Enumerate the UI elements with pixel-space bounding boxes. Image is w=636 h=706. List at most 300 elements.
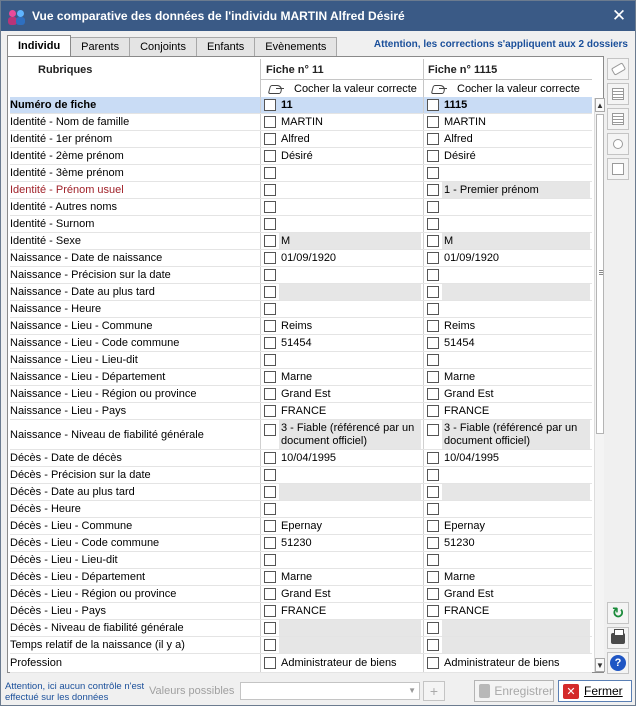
select-value-checkbox[interactable]	[264, 657, 276, 669]
fiche-1-cell	[260, 484, 423, 500]
select-value-checkbox[interactable]	[264, 218, 276, 230]
fiche-2-cell	[423, 182, 592, 198]
fiche-2-value[interactable]: Reims	[444, 319, 476, 332]
select-value-checkbox[interactable]	[264, 235, 276, 247]
refresh-button[interactable]	[607, 602, 629, 624]
help-button[interactable]	[607, 652, 629, 674]
select-value-checkbox[interactable]	[264, 452, 276, 464]
fiche-2-value[interactable]: 1 - Premier prénom	[442, 182, 590, 198]
fiche-2-value[interactable]	[442, 552, 590, 568]
fiche-2-value[interactable]	[442, 501, 590, 517]
fiche-2-value[interactable]	[442, 484, 590, 500]
fiche-1-value[interactable]	[279, 352, 421, 368]
fiche-2-cell	[423, 420, 592, 449]
fiche-1-cell	[260, 637, 423, 653]
fiche-1-value[interactable]: 3 - Fiable (référencé par un document officiel)	[279, 420, 421, 449]
fiche-1-cell	[260, 386, 423, 402]
save-button[interactable]	[474, 680, 554, 702]
fiche-2-cell	[423, 603, 592, 619]
fiche-2-value[interactable]: 3 - Fiable (référencé par un document officiel)	[442, 420, 590, 449]
fiche-2-value[interactable]: 51454	[444, 336, 475, 349]
select-value-checkbox[interactable]	[427, 503, 439, 515]
fiche-1-value[interactable]: Marne	[281, 370, 313, 383]
tool-column	[607, 58, 631, 183]
select-value-checkbox[interactable]	[264, 622, 276, 634]
select-value-checkbox[interactable]	[427, 388, 439, 400]
fiche-2-value[interactable]	[442, 637, 590, 653]
select-value-checkbox[interactable]	[427, 554, 439, 566]
tab-0[interactable]: Individu	[7, 35, 71, 56]
header-rubriques: Rubriques	[38, 64, 93, 76]
row-label: Décès - Lieu - Pays	[10, 605, 106, 617]
table-row	[10, 518, 592, 535]
table-row	[10, 165, 592, 182]
fiche-2-cell	[423, 352, 592, 368]
select-value-checkbox[interactable]	[427, 639, 439, 651]
select-value-checkbox[interactable]	[427, 371, 439, 383]
fiche-1-value[interactable]: Grand Est	[281, 387, 331, 400]
fiche-2-value[interactable]: FRANCE	[444, 404, 490, 417]
footer-warning: Attention, ici aucun contrôle n'est effectué sur les données	[5, 681, 145, 703]
select-value-checkbox[interactable]	[264, 167, 276, 179]
values-possible-select[interactable]	[240, 682, 420, 700]
select-value-checkbox[interactable]	[427, 337, 439, 349]
select-value-checkbox[interactable]	[264, 337, 276, 349]
fiche-1-cell	[260, 535, 423, 551]
scroll-up-icon[interactable]: ▲	[595, 98, 605, 112]
select-value-checkbox[interactable]	[264, 424, 276, 436]
grid-header	[10, 59, 592, 97]
fiche-2-cell	[423, 450, 592, 466]
select-value-checkbox[interactable]	[264, 184, 276, 196]
fiche-2-value[interactable]: Marne	[444, 570, 476, 583]
print-icon	[611, 633, 625, 644]
fiche-2-value[interactable]	[442, 284, 590, 300]
fiche-2-value[interactable]	[442, 267, 590, 283]
select-value-checkbox[interactable]	[427, 452, 439, 464]
fiche-2-value[interactable]: Marne	[444, 370, 476, 383]
select-value-checkbox[interactable]	[264, 537, 276, 549]
row-label: Identité - 1er prénom	[10, 133, 113, 145]
fiche-1-cell	[260, 335, 423, 351]
select-value-checkbox[interactable]	[264, 354, 276, 366]
select-value-checkbox[interactable]	[427, 184, 439, 196]
row-label: Décès - Lieu - Région ou province	[10, 588, 177, 600]
fiche-1-cell	[260, 318, 423, 334]
fiche-2-cell	[423, 552, 592, 568]
table-row	[10, 250, 592, 267]
fiche-2-cell	[423, 233, 592, 249]
fiche-1-value[interactable]: 51230	[281, 536, 312, 549]
row-label: Naissance - Lieu - Département	[10, 371, 166, 383]
select-value-checkbox[interactable]	[427, 320, 439, 332]
fiche-1-value[interactable]	[279, 637, 421, 653]
table-row	[10, 284, 592, 301]
fiche-1-cell	[260, 165, 423, 181]
fiche-1-value[interactable]	[279, 199, 421, 215]
select-value-checkbox[interactable]	[427, 303, 439, 315]
fiche-2-value[interactable]: Administrateur de biens	[444, 656, 560, 669]
fiche-1-cell	[260, 216, 423, 232]
fiche-1-cell	[260, 620, 423, 636]
select-value-checkbox[interactable]	[427, 520, 439, 532]
fiche-1-cell	[260, 569, 423, 585]
pointing-hand-icon	[431, 84, 447, 95]
select-value-checkbox[interactable]	[427, 622, 439, 634]
select-value-checkbox[interactable]	[427, 657, 439, 669]
select-value-checkbox[interactable]	[264, 133, 276, 145]
select-value-checkbox[interactable]	[264, 286, 276, 298]
cocher-label: Cocher la valeur correcte	[294, 83, 417, 95]
select-value-checkbox[interactable]	[427, 99, 439, 111]
select-value-checkbox[interactable]	[427, 116, 439, 128]
fiche-2-cell	[423, 518, 592, 534]
table-row	[10, 131, 592, 148]
fiche-2-value[interactable]: M	[442, 233, 590, 249]
row-label: Identité - Nom de famille	[10, 116, 130, 128]
table-row	[10, 216, 592, 233]
select-value-checkbox[interactable]	[264, 639, 276, 651]
table-row	[10, 267, 592, 284]
fiche-2-cell	[423, 467, 592, 483]
fiche-2-cell	[423, 501, 592, 517]
fiche-2-value[interactable]: 1115	[444, 98, 468, 111]
fiche-2-value[interactable]	[442, 301, 590, 317]
fiche-2-value[interactable]: Grand Est	[444, 387, 494, 400]
fiche-2-cell	[423, 318, 592, 334]
print-button[interactable]	[607, 627, 629, 649]
list-button[interactable]	[607, 108, 629, 130]
eraser-icon	[610, 62, 625, 75]
row-label: Naissance - Niveau de fiabilité générale	[10, 428, 204, 441]
select-value-checkbox[interactable]	[264, 99, 276, 111]
grid-icon	[612, 88, 624, 100]
select-value-checkbox[interactable]	[427, 571, 439, 583]
tab-2[interactable]: Conjoints	[129, 37, 197, 56]
fiche-1-cell	[260, 467, 423, 483]
table-row	[10, 620, 592, 637]
compare-button[interactable]	[607, 158, 629, 180]
fiche-1-value[interactable]: Epernay	[281, 519, 322, 532]
select-value-checkbox[interactable]	[264, 116, 276, 128]
fiche-1-value[interactable]: 11	[281, 98, 293, 111]
comparison-grid	[7, 56, 604, 673]
select-value-checkbox[interactable]	[427, 150, 439, 162]
fiche-2-value[interactable]: Alfred	[444, 132, 473, 145]
eraser-button[interactable]	[607, 58, 629, 80]
fiche-1-value[interactable]: 51454	[281, 336, 312, 349]
fiche-1-value[interactable]	[279, 467, 421, 483]
zoom-page-icon	[613, 139, 623, 149]
fiche-2-cell	[423, 131, 592, 147]
select-value-checkbox[interactable]	[427, 167, 439, 179]
select-value-checkbox[interactable]	[264, 588, 276, 600]
fiche-2-value[interactable]	[442, 352, 590, 368]
select-value-checkbox[interactable]	[427, 588, 439, 600]
select-value-checkbox[interactable]	[427, 424, 439, 436]
table-row	[10, 233, 592, 250]
fiche-2-cell	[423, 484, 592, 500]
fiche-2-value[interactable]: 10/04/1995	[444, 451, 500, 464]
select-value-checkbox[interactable]	[264, 320, 276, 332]
fiche-2-value[interactable]: Désiré	[444, 149, 476, 162]
row-label: Décès - Lieu - Lieu-dit	[10, 554, 118, 566]
table-row	[10, 420, 592, 450]
row-label: Identité - Sexe	[10, 235, 81, 247]
select-value-checkbox[interactable]	[427, 133, 439, 145]
row-label: Décès - Date de décès	[10, 452, 122, 464]
fiche-1-value[interactable]: 10/04/1995	[281, 451, 337, 464]
fiche-1-value[interactable]	[279, 620, 421, 636]
table-row	[10, 318, 592, 335]
fiche-1-value[interactable]	[279, 301, 421, 317]
fiche-2-cell	[423, 267, 592, 283]
fiche-1-cell	[260, 148, 423, 164]
fiche-1-value[interactable]	[279, 267, 421, 283]
select-value-checkbox[interactable]	[427, 486, 439, 498]
fiche-2-value[interactable]: Grand Est	[444, 587, 494, 600]
fiche-1-value[interactable]: Alfred	[281, 132, 310, 145]
select-value-checkbox[interactable]	[427, 286, 439, 298]
fiche-1-cell	[260, 654, 423, 672]
select-value-checkbox[interactable]	[427, 218, 439, 230]
fiche-1-value[interactable]	[279, 284, 421, 300]
select-value-checkbox[interactable]	[427, 269, 439, 281]
fiche-1-cell	[260, 114, 423, 130]
cocher-fiche-1[interactable]	[268, 81, 417, 97]
row-label: Naissance - Lieu - Commune	[10, 320, 153, 332]
row-label: Identité - Prénom usuel	[10, 184, 124, 196]
table-row	[10, 301, 592, 318]
grid-scrollbar[interactable]	[594, 98, 604, 672]
row-label: Décès - Lieu - Département	[10, 571, 146, 583]
fiche-1-value[interactable]	[279, 484, 421, 500]
row-label: Décès - Lieu - Code commune	[10, 537, 160, 549]
select-value-checkbox[interactable]	[264, 388, 276, 400]
row-label: Naissance - Date au plus tard	[10, 286, 155, 298]
fiche-1-cell	[260, 586, 423, 602]
fiche-1-cell	[260, 420, 423, 449]
fiche-2-cell	[423, 250, 592, 266]
fiche-1-cell	[260, 450, 423, 466]
fiche-1-cell	[260, 131, 423, 147]
table-row	[10, 637, 592, 654]
select-value-checkbox[interactable]	[264, 503, 276, 515]
fiche-2-value[interactable]: MARTIN	[444, 115, 486, 128]
row-label: Numéro de fiche	[10, 97, 260, 113]
fiche-1-cell	[260, 369, 423, 385]
select-value-checkbox[interactable]	[264, 486, 276, 498]
select-value-checkbox[interactable]	[427, 605, 439, 617]
row-label: Décès - Heure	[10, 503, 81, 515]
fiche-2-cell	[423, 535, 592, 551]
fiche-1-cell	[260, 267, 423, 283]
fiche-2-cell	[423, 620, 592, 636]
fiche-1-cell	[260, 403, 423, 419]
row-label: Naissance - Lieu - Région ou province	[10, 388, 197, 400]
scroll-down-icon[interactable]: ▼	[595, 658, 605, 672]
table-row	[10, 369, 592, 386]
fiche-1-value[interactable]	[279, 165, 421, 181]
scroll-thumb[interactable]	[596, 114, 604, 434]
row-label: Naissance - Date de naissance	[10, 252, 163, 264]
fiche-2-value[interactable]	[442, 467, 590, 483]
row-label: Naissance - Heure	[10, 303, 102, 315]
fiche-2-value[interactable]: Epernay	[444, 519, 485, 532]
tab-4[interactable]: Evènements	[254, 37, 337, 56]
row-label: Identité - Surnom	[10, 218, 95, 230]
select-value-checkbox[interactable]	[427, 354, 439, 366]
select-value-checkbox[interactable]	[264, 405, 276, 417]
pointing-hand-icon	[268, 84, 284, 95]
fiche-1-value[interactable]: FRANCE	[281, 404, 327, 417]
floppy-icon	[479, 684, 490, 698]
fiche-2-cell	[423, 586, 592, 602]
row-label: Décès - Lieu - Commune	[10, 520, 133, 532]
fiche-1-value[interactable]: Grand Est	[281, 587, 331, 600]
tab-1[interactable]: Parents	[70, 37, 130, 56]
table-row	[10, 535, 592, 552]
row-label: Temps relatif de la naissance (il y a)	[10, 639, 185, 651]
fiche-2-cell	[423, 148, 592, 164]
save-label: Enregistrer	[494, 684, 553, 698]
select-value-checkbox[interactable]	[264, 201, 276, 213]
fiche-2-value[interactable]: 51230	[444, 536, 475, 549]
select-value-checkbox[interactable]	[427, 405, 439, 417]
fiche-2-cell	[423, 284, 592, 300]
select-value-checkbox[interactable]	[427, 201, 439, 213]
fiche-1-value[interactable]: 01/09/1920	[281, 251, 337, 264]
fiche-2-cell	[423, 335, 592, 351]
select-value-checkbox[interactable]	[427, 235, 439, 247]
table-row	[10, 403, 592, 420]
header-fiche-2: Fiche n° 1115	[428, 64, 498, 76]
values-possible-label: Valeurs possibles	[149, 685, 235, 697]
fiche-1-cell	[260, 501, 423, 517]
fiche-1-cell	[260, 199, 423, 215]
row-label: Identité - Autres noms	[10, 201, 117, 213]
fiche-1-value[interactable]: M	[279, 233, 421, 249]
table-row	[10, 148, 592, 165]
fiche-1-value[interactable]: Marne	[281, 570, 313, 583]
table-row	[10, 603, 592, 620]
fiche-1-value[interactable]	[279, 501, 421, 517]
select-value-checkbox[interactable]	[427, 252, 439, 264]
table-row	[10, 467, 592, 484]
table-row	[10, 199, 592, 216]
window-close-button[interactable]: ✕	[611, 6, 627, 25]
select-value-checkbox[interactable]	[264, 605, 276, 617]
fiche-2-cell	[423, 637, 592, 653]
fiche-1-cell	[260, 284, 423, 300]
select-value-checkbox[interactable]	[264, 150, 276, 162]
correction-warning: Attention, les corrections s'appliquent aux 2 dossiers	[373, 39, 628, 50]
fiche-1-value[interactable]	[279, 216, 421, 232]
select-value-checkbox[interactable]	[264, 571, 276, 583]
row-label: Naissance - Précision sur la date	[10, 269, 171, 281]
cocher-fiche-2[interactable]	[431, 81, 580, 97]
fiche-1-cell	[260, 603, 423, 619]
table-row	[10, 386, 592, 403]
fiche-1-cell	[260, 233, 423, 249]
cocher-label: Cocher la valeur correcte	[457, 83, 580, 95]
row-label: Décès - Date au plus tard	[10, 486, 135, 498]
select-value-checkbox[interactable]	[427, 537, 439, 549]
tab-bar	[7, 35, 336, 56]
row-label: Identité - 2ème prénom	[10, 150, 124, 162]
table-row	[10, 484, 592, 501]
fiche-2-cell	[423, 165, 592, 181]
table-row	[10, 552, 592, 569]
fiche-1-value[interactable]: Désiré	[281, 149, 313, 162]
fiche-2-cell	[423, 114, 592, 130]
fiche-2-cell	[423, 654, 592, 672]
fiche-1-value[interactable]: Reims	[281, 319, 313, 332]
fiche-1-value[interactable]: FRANCE	[281, 604, 327, 617]
fiche-1-cell	[260, 301, 423, 317]
table-row	[10, 335, 592, 352]
fiche-2-value[interactable]	[442, 199, 590, 215]
fiche-2-value[interactable]	[442, 165, 590, 181]
fiche-2-value[interactable]	[442, 216, 590, 232]
table-row	[10, 114, 592, 131]
select-value-checkbox[interactable]	[264, 469, 276, 481]
fiche-2-value[interactable]: FRANCE	[444, 604, 490, 617]
fiche-2-cell	[423, 403, 592, 419]
fiche-1-cell	[260, 518, 423, 534]
close-button[interactable]	[558, 680, 632, 702]
chevron-down-icon: ▼	[408, 686, 416, 695]
row-label: Identité - 3ème prénom	[10, 167, 124, 179]
fiche-2-cell	[423, 97, 592, 113]
table-row	[10, 97, 592, 114]
zoom-page-button[interactable]	[607, 133, 629, 155]
grid-rows	[10, 97, 592, 673]
grid-button[interactable]	[607, 83, 629, 105]
add-value-button[interactable]	[423, 681, 445, 701]
row-label: Naissance - Lieu - Lieu-dit	[10, 354, 138, 366]
fiche-1-value[interactable]: Administrateur de biens	[281, 656, 397, 669]
select-value-checkbox[interactable]	[264, 371, 276, 383]
select-value-checkbox[interactable]	[264, 303, 276, 315]
table-row	[10, 654, 592, 673]
fiche-1-value[interactable]	[279, 552, 421, 568]
fiche-2-cell	[423, 301, 592, 317]
fiche-2-cell	[423, 369, 592, 385]
fiche-2-value[interactable]	[442, 620, 590, 636]
select-value-checkbox[interactable]	[264, 520, 276, 532]
select-value-checkbox[interactable]	[264, 554, 276, 566]
window-title: Vue comparative des données de l'individu MARTIN Alfred Désiré	[32, 9, 405, 23]
fiche-1-cell	[260, 250, 423, 266]
compare-icon	[612, 163, 624, 175]
plus-icon: +	[429, 683, 439, 699]
table-row	[10, 501, 592, 518]
fiche-2-value[interactable]: 01/09/1920	[444, 251, 500, 264]
table-row	[10, 182, 592, 199]
refresh-icon: ↻	[611, 605, 625, 622]
title-bar[interactable]	[1, 1, 635, 31]
row-label: Naissance - Lieu - Code commune	[10, 337, 180, 349]
fiche-2-cell	[423, 199, 592, 215]
select-value-checkbox[interactable]	[264, 252, 276, 264]
select-value-checkbox[interactable]	[427, 469, 439, 481]
table-row	[10, 586, 592, 603]
tab-3[interactable]: Enfants	[196, 37, 255, 56]
fiche-1-value[interactable]: MARTIN	[281, 115, 323, 128]
fiche-1-value[interactable]	[279, 182, 421, 198]
select-value-checkbox[interactable]	[264, 269, 276, 281]
